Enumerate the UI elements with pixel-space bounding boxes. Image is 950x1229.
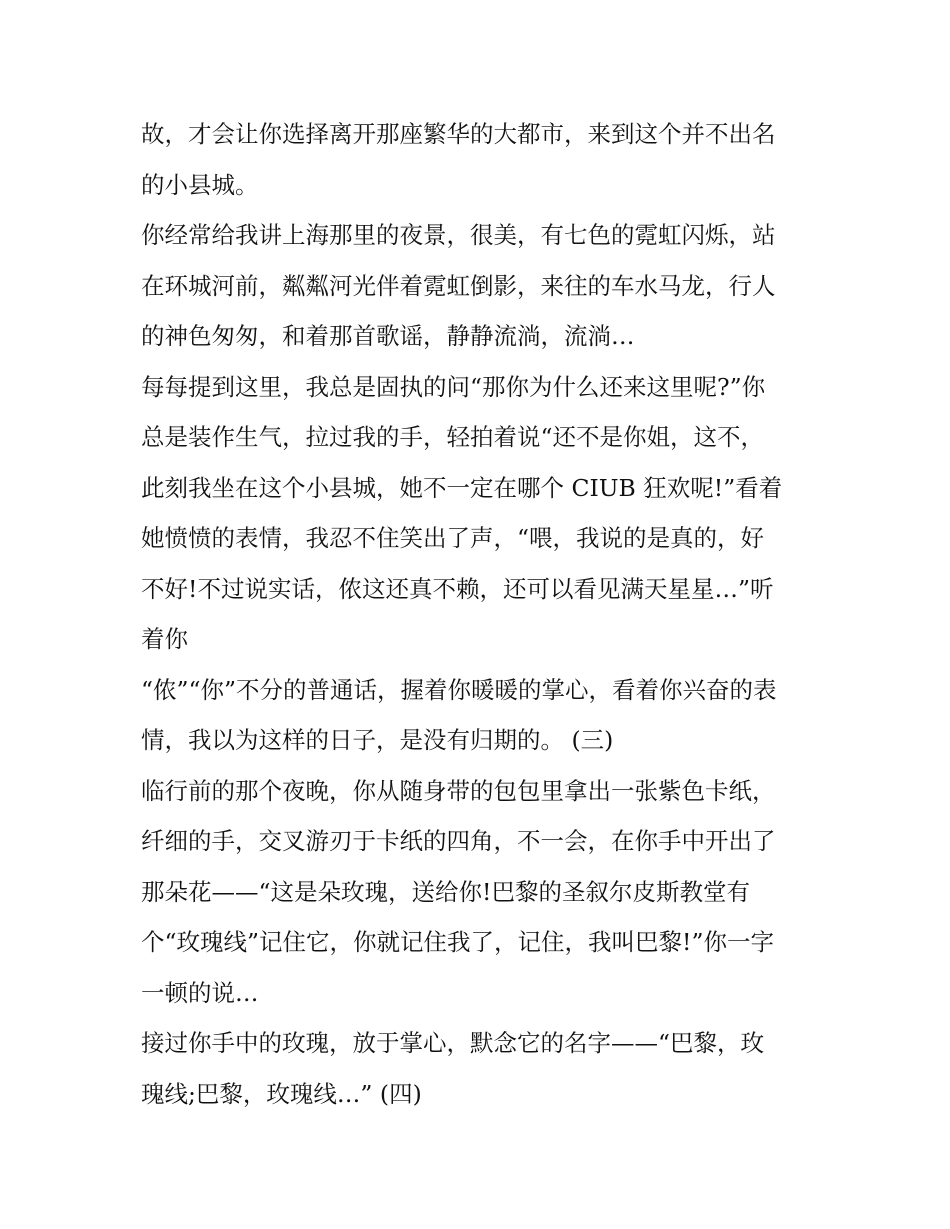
text-line: 着你: [141, 625, 188, 653]
text-line: 纤细的手，交叉游刃于卡纸的四角，不一会，在你手中开出了: [141, 827, 776, 855]
text-line: 的小县城。: [141, 170, 259, 199]
text-line: 此刻我坐在这个小县城，她不一定在哪个 CIUB 狂欢呢!”看着: [141, 473, 783, 502]
text-line: 你经常给我讲上海那里的夜景，很美，有七色的霓虹闪烁，站: [141, 221, 776, 249]
text-line: 接过你手中的玫瑰，放于掌心，默念它的名字——“巴黎，玫: [141, 1029, 765, 1057]
text-line: 每每提到这里，我总是固执的问“那你为什么还来这里呢?”你: [141, 372, 766, 401]
text-line: 个“玫瑰线”记住它，你就记住我了，记住，我叫巴黎!”你一字: [141, 928, 774, 956]
body-text: [141, 109, 821, 1119]
text-line: 她愤愤的表情，我忍不住笑出了声，“喂，我说的是真的，好: [141, 524, 765, 552]
text-line: 不好!不过说实话，侬这还真不赖，还可以看见满天星星…”听: [141, 574, 774, 603]
text-line: 临行前的那个夜晚，你从随身带的包包里拿出一张紫色卡纸，: [141, 776, 776, 805]
text-line: 情，我以为这样的日子，是没有归期的。 (三): [141, 726, 614, 754]
text-line: 故，才会让你选择离开那座繁华的大都市，来到这个并不出名: [141, 120, 776, 148]
text-line: 总是装作生气，拉过我的手，轻拍着说“还不是你姐，这不，: [141, 423, 765, 451]
text-line: 那朵花——“这是朵玫瑰，送给你!巴黎的圣叙尔皮斯教堂有: [141, 877, 750, 906]
text-line: 一顿的说…: [141, 978, 259, 1007]
text-line: 的神色匆匆，和着那首歌谣，静静流淌，流淌…: [141, 322, 635, 350]
text-line: 在环城河前，粼粼河光伴着霓虹倒影，来往的车水马龙，行人: [141, 271, 776, 300]
text-line: 瑰线;巴黎，玫瑰线…” (四): [141, 1079, 422, 1108]
text-line: “侬”“你”不分的普通话，握着你暖暖的掌心，看着你兴奋的表: [141, 675, 777, 704]
